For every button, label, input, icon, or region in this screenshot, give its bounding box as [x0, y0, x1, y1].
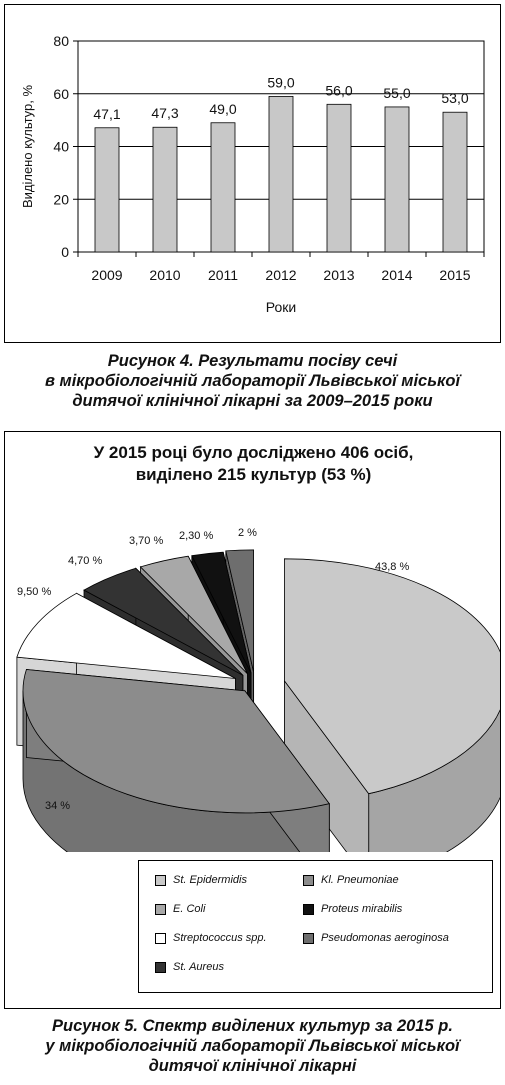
pie-slice-label: 4,70 % — [68, 555, 103, 567]
x-tick-label: 2014 — [381, 267, 413, 283]
y-tick-label: 60 — [53, 85, 69, 102]
bar-value-label: 55,0 — [383, 84, 411, 101]
figure-5-caption — [0, 1016, 505, 1076]
legend-swatch — [155, 904, 166, 915]
legend-label: Pseudomonas aeroginosa — [321, 932, 449, 945]
legend-item — [303, 874, 399, 886]
y-tick-label: 40 — [53, 138, 69, 155]
figure-4-caption-line: в мікробіологічній лабораторії Львівської міської — [44, 372, 461, 390]
bar-chart — [5, 5, 500, 342]
x-tick-label: 2011 — [207, 267, 239, 283]
pie-slice-label: 34 % — [45, 800, 71, 812]
bar-value-label: 49,0 — [209, 100, 237, 117]
bar — [95, 128, 119, 252]
pie-slice — [23, 670, 329, 853]
pie-title-line: У 2015 році було досліджено 406 осіб, — [93, 443, 414, 462]
legend-label: St. Epidermidis — [173, 874, 247, 887]
bar-value-label: 53,0 — [441, 90, 469, 107]
pie-slice-label: 9,50 % — [17, 586, 52, 598]
bar — [269, 96, 293, 252]
legend-label: Streptococcus spp. — [173, 932, 267, 945]
x-tick-label: 2009 — [91, 267, 123, 283]
legend-item — [303, 932, 449, 944]
bar — [211, 123, 235, 252]
pie-legend — [138, 860, 493, 993]
pie-slice-label: 2 % — [238, 527, 257, 539]
bar-value-label: 47,1 — [93, 105, 121, 122]
legend-swatch — [303, 904, 314, 915]
x-axis-label: Роки — [265, 299, 297, 315]
legend-item — [155, 932, 267, 944]
bar-value-label: 59,0 — [267, 74, 295, 91]
legend-swatch — [303, 875, 314, 886]
x-tick-label: 2015 — [439, 267, 471, 283]
legend-swatch — [303, 933, 314, 944]
pie-title-line: виділено 215 культур (53 %) — [135, 465, 372, 484]
y-tick-label: 80 — [53, 33, 69, 49]
x-tick-label: 2012 — [265, 267, 297, 283]
y-tick-label: 0 — [61, 244, 69, 260]
x-tick-label: 2013 — [323, 267, 355, 283]
pie-chart — [5, 432, 500, 852]
bar-chart-frame — [4, 4, 501, 343]
pie-chart-frame — [4, 431, 501, 1009]
legend-swatch — [155, 962, 166, 973]
figure-5-caption-line: Рисунок 5. Спектр виділених культур за 2015 р. — [52, 1017, 453, 1035]
legend-label: Proteus mirabilis — [321, 903, 403, 916]
legend-label: Kl. Pneumoniae — [321, 874, 399, 887]
figure-4-caption — [0, 351, 505, 411]
figure-5-caption-line: у мікробіологічній лабораторії Львівської міської — [45, 1037, 460, 1055]
pie-slice-label: 3,70 % — [129, 535, 164, 547]
legend-swatch — [155, 933, 166, 944]
pie-slice-label: 2,30 % — [179, 530, 214, 542]
pie-slice-label: 43,8 % — [375, 561, 410, 573]
bar — [153, 127, 177, 252]
legend-label: St. Aureus — [173, 961, 224, 974]
y-tick-label: 20 — [53, 191, 69, 208]
legend-label: E. Coli — [173, 903, 206, 916]
y-axis-label: Виділено культур, % — [20, 84, 35, 209]
legend-item — [155, 961, 224, 973]
legend-item — [155, 903, 205, 915]
legend-item — [155, 874, 247, 886]
bar — [385, 107, 409, 252]
bar — [443, 112, 467, 252]
bar — [327, 104, 351, 252]
x-tick-label: 2010 — [149, 267, 181, 283]
bar-value-label: 56,0 — [325, 82, 353, 99]
legend-item — [303, 903, 402, 915]
figure-5-caption-line: дитячої клінічної лікарні — [148, 1057, 357, 1075]
bar-value-label: 47,3 — [151, 105, 179, 122]
figure-4-caption-line: дитячої клінічної лікарні за 2009–2015 роки — [72, 392, 433, 410]
legend-swatch — [155, 875, 166, 886]
figure-4-caption-line: Рисунок 4. Результати посіву сечі — [107, 352, 398, 370]
